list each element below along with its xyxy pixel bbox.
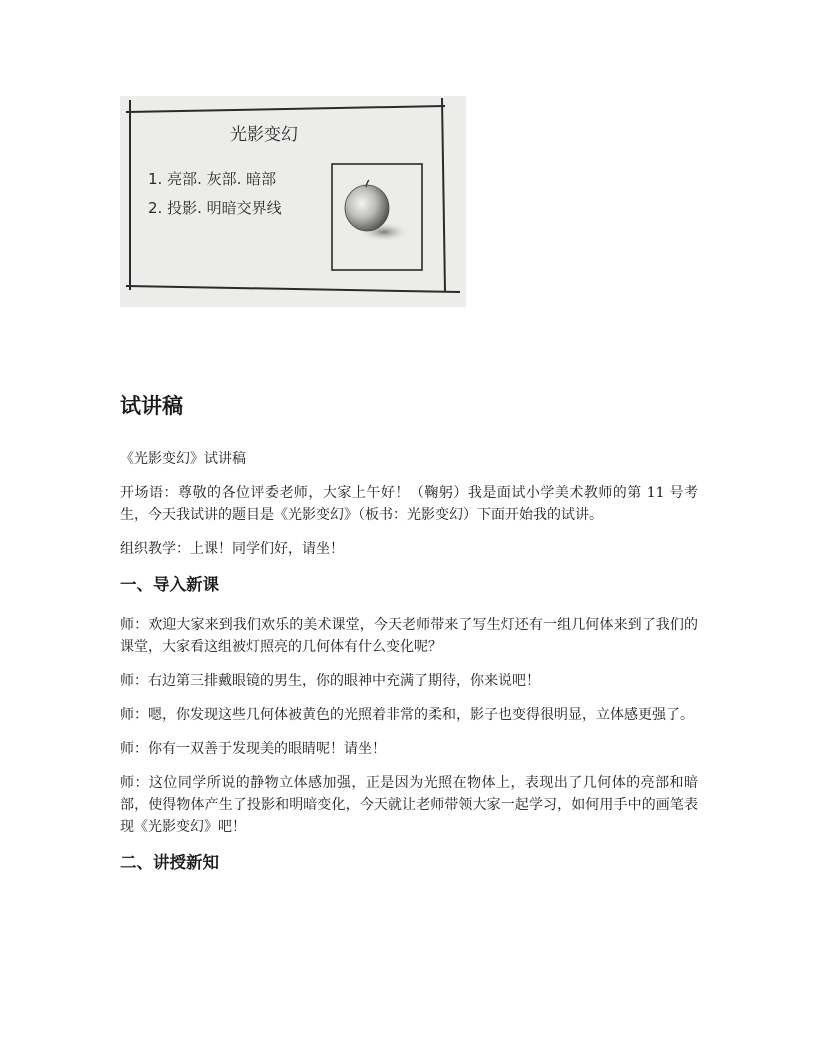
opening-paragraph: 开场语：尊敬的各位评委老师，大家上午好！（鞠躬）我是面试小学美术教师的第 11 号考生，今天我试讲的题目是《光影变幻》（板书：光影变幻）下面开始我的试讲。 [120, 485, 698, 523]
document-title: 试讲稿 [120, 394, 183, 418]
board-line-2: 2. 投影. 明暗交界线 [148, 199, 282, 217]
board-line-1: 1. 亮部. 灰部. 暗部 [148, 170, 277, 188]
apple-sketch [345, 185, 389, 231]
section-heading-1: 一、导入新课 [120, 575, 219, 594]
document-subtitle: 《光影变幻》试讲稿 [120, 451, 246, 467]
section1-paragraph: 师：右边第三排戴眼镜的男生，你的眼神中充满了期待，你来说吧！ [120, 673, 540, 689]
section1-paragraph: 师：欢迎大家来到我们欢乐的美术课堂，今天老师带来了写生灯还有一组几何体来到了我们的课堂，大家看这组被灯照亮的几何体有什么变化呢？ [120, 617, 698, 655]
section1-paragraph: 师：你有一双善于发现美的眼睛呢！请坐！ [120, 741, 386, 757]
document-body [120, 390, 698, 892]
section-heading-2: 二、讲授新知 [120, 853, 219, 872]
blackboard-sketch-photo [120, 96, 466, 307]
section1-paragraph: 师：这位同学所说的静物立体感加强，正是因为光照在物体上，表现出了几何体的亮部和暗部，使得物体产生了投影和明暗变化，今天就让老师带领大家一起学习，如何用手中的画笔表现《光影变幻》吧！ [120, 775, 698, 835]
board-title: 光影变幻 [230, 125, 298, 145]
organize-paragraph: 组织教学：上课！同学们好，请坐！ [120, 541, 344, 557]
sketch-drawing [120, 96, 466, 307]
section1-paragraph: 师：嗯，你发现这些几何体被黄色的光照着非常的柔和，影子也变得很明显，立体感更强了。 [120, 707, 694, 723]
